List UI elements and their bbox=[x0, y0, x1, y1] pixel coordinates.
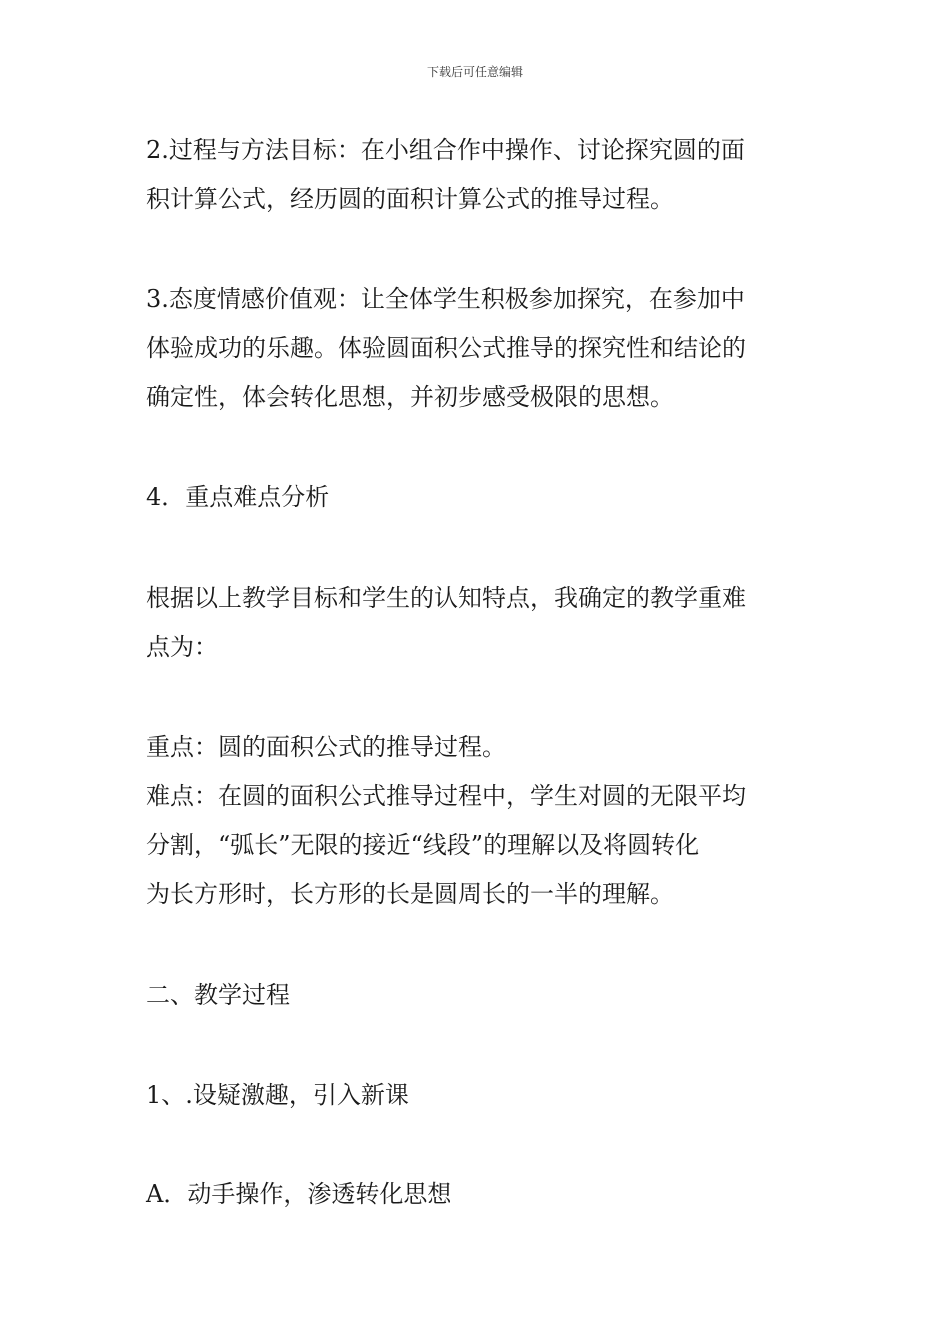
objective-2-line-2: 积计算公式，经历圆的面积计算公式的推导过程。 bbox=[146, 185, 674, 213]
step-1-heading: 1、.设疑激趣，引入新课 bbox=[146, 1081, 409, 1109]
objective-3-line-2: 体验成功的乐趣。体验圆面积公式推导的探究性和结论的 bbox=[146, 334, 746, 362]
step-a-heading: A．动手操作，渗透转化思想 bbox=[146, 1180, 452, 1208]
difficulty-line-1: 难点：在圆的面积公式推导过程中，学生对圆的无限平均 bbox=[146, 782, 746, 810]
section-heading-teaching-process: 二、教学过程 bbox=[146, 981, 290, 1009]
analysis-line-2: 点为： bbox=[146, 633, 218, 661]
analysis-line-1: 根据以上教学目标和学生的认知特点，我确定的教学重难 bbox=[146, 584, 746, 612]
objective-2-line-1: 2.过程与方法目标：在小组合作中操作、讨论探究圆的面 bbox=[146, 136, 745, 164]
difficulty-line-3: 为长方形时，长方形的长是圆周长的一半的理解。 bbox=[146, 880, 674, 908]
objective-3-line-3: 确定性，体会转化思想，并初步感受极限的思想。 bbox=[146, 383, 674, 411]
difficulty-line-2: 分割，“弧长”无限的接近“线段”的理解以及将圆转化 bbox=[146, 831, 700, 859]
section-heading-key-difficult-points: 4．重点难点分析 bbox=[146, 483, 330, 511]
key-point-text: 重点：圆的面积公式的推导过程。 bbox=[146, 733, 506, 761]
objective-3-line-1: 3.态度情感价值观：让全体学生积极参加探究，在参加中 bbox=[146, 285, 745, 313]
page-header: 下载后可任意编辑 bbox=[426, 65, 523, 79]
